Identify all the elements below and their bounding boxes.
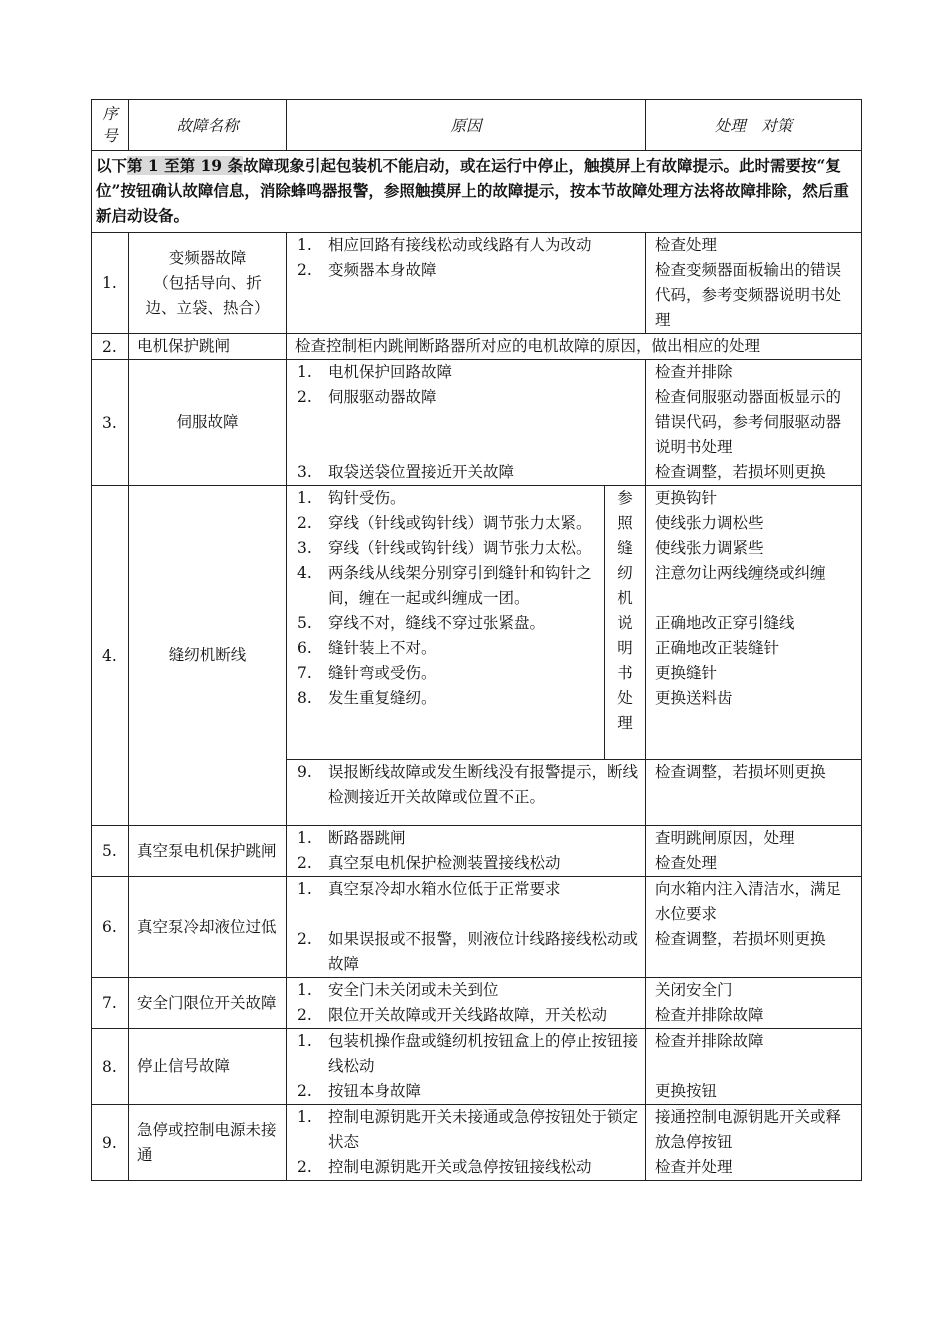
fault-name: 缝纫机断线 — [129, 486, 287, 826]
table-row — [92, 360, 862, 486]
table-row — [92, 486, 862, 760]
table-row — [92, 877, 862, 978]
cause-item: 2. 按钮本身故障 — [297, 1082, 422, 1100]
fault-description: 检查控制柜内跳闸断路器所对应的电机故障的原因，做出相应的处理 — [287, 334, 862, 360]
fault-name: 安全门限位开关故障 — [129, 978, 287, 1029]
cause-item: 1. 断路器跳闸 — [297, 829, 406, 847]
row-number: 4. — [92, 486, 129, 826]
fault-actions: 接通控制电源钥匙开关或释放急停按钮 检查并处理 — [646, 1105, 862, 1181]
fault-actions: 检查并排除故障 更换按钮 — [646, 1029, 862, 1105]
header-name: 故障名称 — [129, 100, 287, 151]
row-number: 7. — [92, 978, 129, 1029]
cause-item: 8. 发生重复缝纫。 — [297, 689, 437, 707]
highlighted-range: 第 1 至第 19 条 — [127, 156, 243, 175]
cause-item: 9. 误报断线故障或发生断线没有报警提示，断线检测接近开关故障或位置不正。 — [297, 763, 639, 806]
cause-item: 2. 穿线（针线或钩针线）调节张力太紧。 — [297, 514, 592, 532]
note-text: 以下第 1 至第 19 条故障现象引起包装机不能启动，或在运行中停止，触摸屏上有故障提示。此时需要按“复位”按钮确认故障信息，消除蜂鸣器报警，参照触摸屏上的故障提示，按本节故障处理方法将故障排除，然后重新启动设备。 — [92, 151, 862, 233]
cause-item: 1. 相应回路有接线松动或线路有人为改动 — [297, 236, 592, 254]
cause-item: 4. 两条线从线架分别穿引到缝针和钩针之间，缠在一起或纠缠成一团。 — [297, 564, 592, 607]
fault-causes — [287, 360, 646, 486]
fault-name: 急停或控制电源未接通 — [129, 1105, 287, 1181]
cause-item: 7. 缝针弯或受伤。 — [297, 664, 437, 682]
row-number: 2. — [92, 334, 129, 360]
fault-table-document — [91, 99, 862, 1181]
fault-actions: 检查并排除 检查伺服驱动器面板显示的错误代码，参考伺服驱动器说明书处理 检查调整，若损坏则更换 — [646, 360, 862, 486]
table-row — [92, 1105, 862, 1181]
fault-actions: 向水箱内注入清洁水，满足水位要求 检查调整，若损坏则更换 — [646, 877, 862, 978]
row-number: 3. — [92, 360, 129, 486]
fault-actions: 检查处理 检查变频器面板输出的错误代码，参考变频器说明书处理 — [646, 233, 862, 334]
fault-actions: 检查调整，若损坏则更换 — [646, 760, 862, 826]
fault-actions: 更换钩针 使线张力调松些 使线张力调紧些 注意勿让两线缠绕或纠缠 正确地改正穿引缝线 正确地改正装缝针 更换缝针 更换送料齿 — [646, 486, 862, 760]
header-row — [92, 100, 862, 151]
cause-item: 2. 变频器本身故障 — [297, 261, 437, 279]
cause-item: 6. 缝针装上不对。 — [297, 639, 437, 657]
cause-item: 1. 包装机操作盘或缝纫机按钮盒上的停止按钮接线松动 — [297, 1032, 639, 1075]
header-seq: 序 号 — [92, 100, 129, 151]
cause-item: 2. 限位开关故障或开关线路故障，开关松动 — [297, 1006, 608, 1024]
row-number: 1. — [92, 233, 129, 334]
cause-item: 1. 真空泵冷却水箱水位低于正常要求 — [297, 880, 561, 898]
fault-causes — [287, 877, 646, 978]
fault-causes — [287, 486, 605, 760]
cause-item: 1. 安全门未关闭或未关到位 — [297, 981, 499, 999]
fault-name: 真空泵冷却液位过低 — [129, 877, 287, 978]
fault-actions: 关闭安全门 检查并排除故障 — [646, 978, 862, 1029]
cause-item: 2. 伺服驱动器故障 — [297, 388, 437, 406]
header-cause: 原因 — [287, 100, 646, 151]
cause-item: 3. 穿线（针线或钩针线）调节张力太松。 — [297, 539, 592, 557]
fault-causes — [287, 1105, 646, 1181]
fault-causes — [287, 978, 646, 1029]
table-row — [92, 826, 862, 877]
cause-item: 1. 电机保护回路故障 — [297, 363, 453, 381]
cause-item: 3. 取袋送袋位置接近开关故障 — [297, 463, 515, 481]
table-row — [92, 1029, 862, 1105]
cause-item: 2. 如果误报或不报警，则液位计线路接线松动或故障 — [297, 930, 639, 973]
row-number: 5. — [92, 826, 129, 877]
row-number: 6. — [92, 877, 129, 978]
row-number: 9. — [92, 1105, 129, 1181]
cause-item: 2. 控制电源钥匙开关或急停按钮接线松动 — [297, 1158, 592, 1176]
cause-item: 5. 穿线不对，缝线不穿过张紧盘。 — [297, 614, 546, 632]
fault-causes — [287, 233, 646, 334]
table-row — [92, 233, 862, 334]
note-row — [92, 151, 862, 233]
header-action: 处理 对策 — [646, 100, 862, 151]
row-number: 8. — [92, 1029, 129, 1105]
fault-actions: 查明跳闸原因，处理 检查处理 — [646, 826, 862, 877]
reference-note: 参 照 缝 纫 机 说 明 书 处 理 — [605, 486, 646, 760]
fault-causes — [287, 1029, 646, 1105]
cause-item: 2. 真空泵电机保护检测装置接线松动 — [297, 854, 561, 872]
table-row — [92, 334, 862, 360]
fault-name: 停止信号故障 — [129, 1029, 287, 1105]
fault-table — [91, 99, 862, 1181]
cause-item: 1. 控制电源钥匙开关未接通或急停按钮处于锁定状态 — [297, 1108, 639, 1151]
fault-name: 伺服故障 — [129, 360, 287, 486]
fault-causes — [287, 826, 646, 877]
fault-causes — [287, 760, 646, 826]
fault-name: 变频器故障 （包括导向、折 边、立袋、热合） — [129, 233, 287, 334]
fault-name: 真空泵电机保护跳闸 — [129, 826, 287, 877]
table-row — [92, 978, 862, 1029]
cause-item: 1. 钩针受伤。 — [297, 489, 406, 507]
fault-name: 电机保护跳闸 — [129, 334, 287, 360]
